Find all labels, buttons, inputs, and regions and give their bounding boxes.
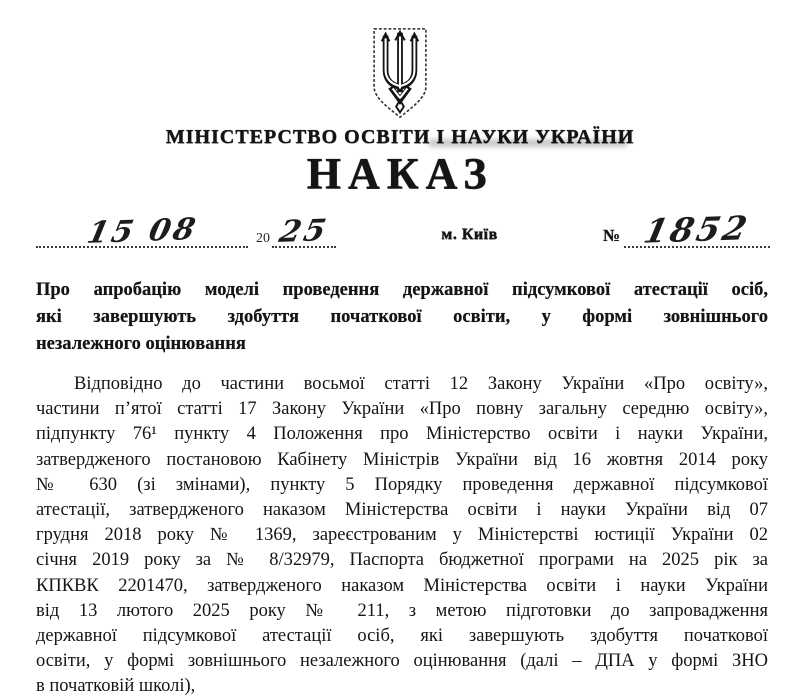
year-prefix: 20 <box>256 231 270 246</box>
subject-line: які завершують здобуття початкової освіти, у формі зовнішнього <box>36 307 768 327</box>
date-day-month-handwritten: 15 08 <box>83 212 201 251</box>
number-sign: № <box>602 226 620 245</box>
order-number-line <box>624 208 770 251</box>
meta-row <box>36 204 770 251</box>
body-line: КПКВК 2201470, затвердженого наказом Міністерства освіти і науки України <box>36 575 768 596</box>
subject-line: незалежного оцінювання <box>36 334 246 354</box>
body-line: атестації, затвердженого наказом Міністерства освіти і науки України від 07 <box>36 500 768 521</box>
subject-line: Про апробацію моделі проведення державної підсумкової атестації осіб, <box>36 280 768 300</box>
body-line: підпункту 76¹ пункту 4 Положення про Міністерство освіти і науки України, <box>36 424 768 445</box>
subject-paragraph <box>36 277 768 358</box>
order-number-handwritten: 1852 <box>640 208 754 251</box>
date-line <box>36 212 248 251</box>
body-line: Відповідно до частини восьмої статті 12 Закону України «Про освіту», <box>74 374 768 394</box>
ministry-name: МІНІСТЕРСТВО ОСВІТИ І НАУКИ УКРАЇНИ <box>165 126 635 148</box>
body-line: № 630 (зі змінами), пункту 5 Порядку проведення державної підсумкової <box>36 474 768 495</box>
body-line: освіти, у формі зовнішнього незалежного оцінювання (далі – ДПА у формі ЗНО <box>36 651 768 672</box>
body-line: січня 2019 року за № 8/32979, Паспорта бюджетної програми на 2025 рік за <box>36 550 768 571</box>
year-line <box>272 213 336 250</box>
year-handwritten: 25 <box>276 213 332 250</box>
body-line: від 13 лютого 2025 року № 211, з метою підготовки до запровадження <box>36 600 768 621</box>
document-title: НАКАЗ <box>306 149 494 198</box>
date-group <box>36 212 336 251</box>
body-line: в початковій школі), <box>36 676 196 697</box>
order-number-group <box>602 208 770 251</box>
ukraine-trident-emblem <box>366 26 434 122</box>
city-label: м. Київ <box>441 226 498 243</box>
body-line: грудня 2018 року № 1369, зареєстрованим у Міністерстві юстиції України 02 <box>36 525 768 546</box>
scan-smudge <box>428 139 628 147</box>
body-line: частини п’ятої статті 17 Закону України «Про повну загальну середню освіту», <box>36 399 768 420</box>
body-line: державної підсумкової атестації осіб, які завершують здобуття початкової <box>36 626 768 647</box>
body-line: затвердженого постановою Кабінету Міністрів України від 16 жовтня 2014 року <box>36 449 768 470</box>
body-paragraph <box>36 372 768 700</box>
